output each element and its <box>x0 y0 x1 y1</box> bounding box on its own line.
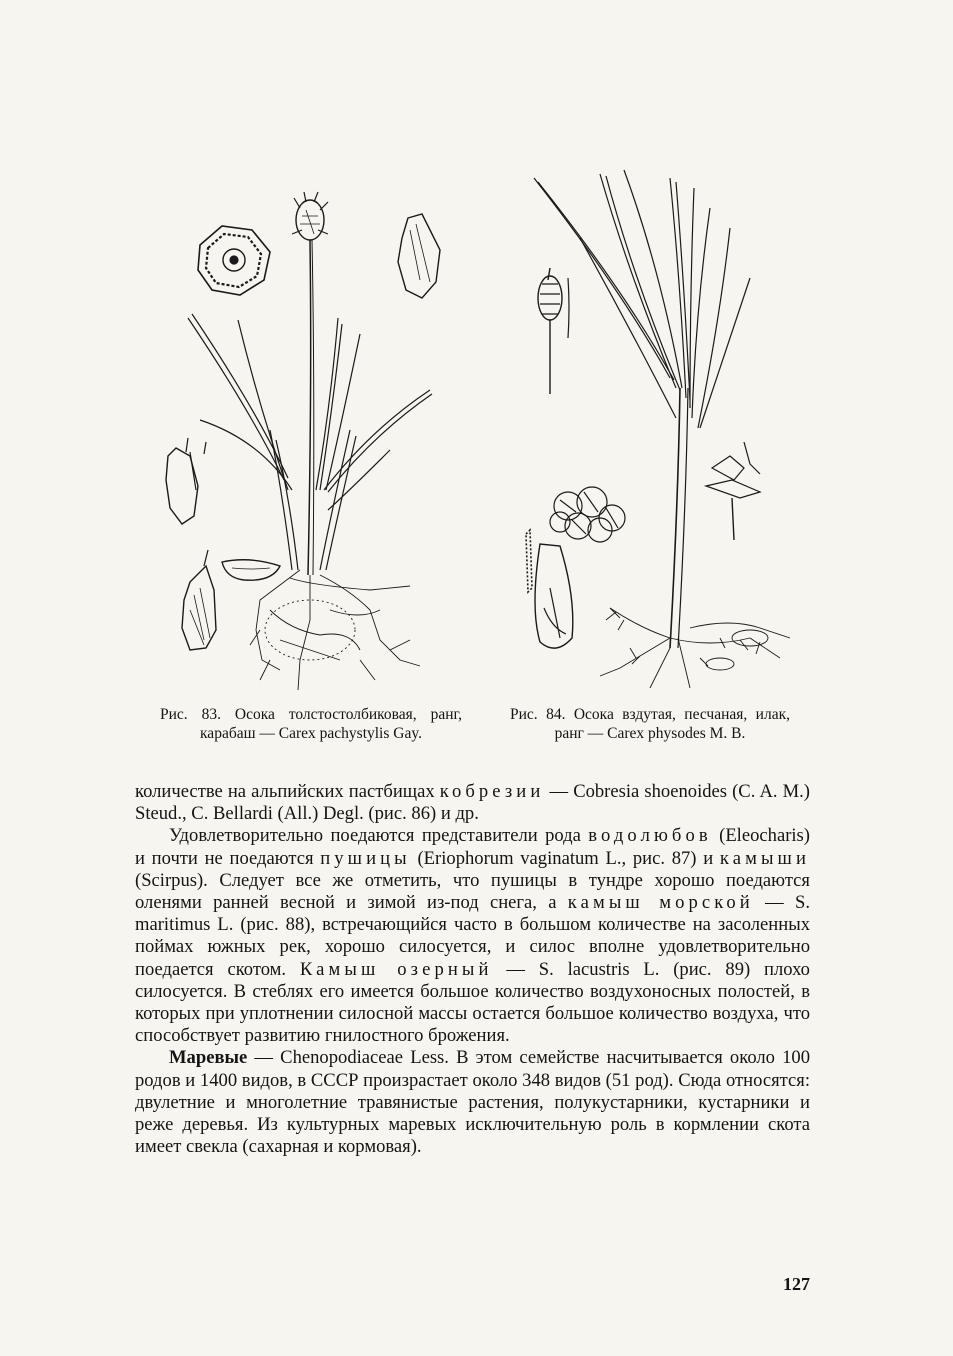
leaves-drawing <box>534 170 750 428</box>
spike-drawing <box>538 268 569 394</box>
flower-head-drawing <box>292 192 328 240</box>
paragraph: количестве на альпийских пастбищах кобрезии — Cobresia shoenoides (C. A. M.) Steud., C. Bellardi (All.) Degl. (рис. 86) и др. <box>135 781 810 825</box>
spaced-term: пушицы <box>320 847 411 869</box>
section-term: Маревые <box>169 1047 248 1069</box>
figure-84-illustration <box>520 168 805 695</box>
roots-drawing <box>600 608 790 688</box>
spaced-term: камыш морской <box>567 892 754 914</box>
sheath-drawing <box>535 544 573 648</box>
scale-drawing <box>398 214 440 298</box>
figure-83-illustration <box>160 190 460 695</box>
body-text <box>135 781 810 1158</box>
spaced-term: водолюбов <box>588 825 712 847</box>
seed-drawing <box>182 550 216 650</box>
perigynium-drawing <box>706 442 760 540</box>
achene-drawing <box>222 560 280 580</box>
roots-drawing <box>250 570 420 690</box>
spaced-term: камыши <box>719 847 810 869</box>
figure-84-caption: Рис. 84. Осока вздутая, песчаная, илак, ранг — Carex physodes M. B. <box>510 706 790 742</box>
page-number: 127 <box>783 1274 810 1294</box>
fruit-cluster-drawing <box>550 487 625 542</box>
paragraph: Маревые — Chenopodiaceae Less. В этом семействе насчитывается около 100 родов и 1400 видов, в СССР произрастает около 348 видов (51 род). Сюда относятся: двулетние и многолетние травянистые растения, полукустарники, кустарники и реже деревья. Из культурных маревых исключительную роль в кормлении скота имеет свекла (сахарная и кормовая). <box>135 1047 810 1158</box>
spaced-term: Камыш озерный <box>299 958 493 980</box>
spaced-term: кобрезии <box>439 781 545 802</box>
paragraph: Удовлетворительно поедаются представители рода водолюбов (Eleocharis) и почти не поедаются пушицы (Eriophorum vaginatum L., рис. 87) и камыши (Scirpus). Следует все же отметить, что пушицы в тундре хорошо поедаются оленями ранней весной и зимой из-под снега, а камыш морской — S. maritimus L. (рис. 88), встречающийся часто в большом количестве на засоленных поймах южных рек, хорошо силосуется, и силос вполне удовлетворительно поедается скотом. Камыш озерный — S. lacustris L. (рис. 89) плохо силосуется. В стеблях его имеется большое количество воздухоносных полостей, в которых при уплотнении силосной массы остается большое количество воздуха, что способствует развитию гнилостного брожения. <box>135 825 810 1047</box>
male-spike-drawing <box>526 530 532 592</box>
glume-drawing <box>166 438 206 524</box>
figure-83-caption: Рис. 83. Осока толстостолбиковая, ранг, карабаш — Carex pachystylis Gay. <box>160 706 462 742</box>
cross-section-drawing <box>198 226 270 295</box>
